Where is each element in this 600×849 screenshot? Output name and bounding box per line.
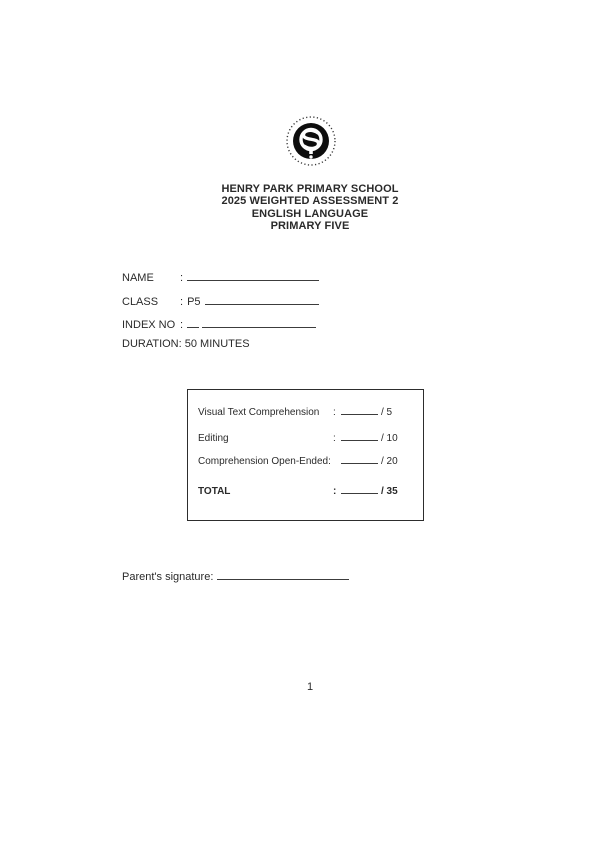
score-max: / 20 [381,456,398,467]
score-max: / 35 [381,486,398,497]
score-label: TOTAL [198,486,231,497]
score-blank-line [341,453,378,464]
score-row-total [198,483,398,498]
index-no-separator: : [180,319,184,331]
score-blank-line [341,430,378,441]
level-name: PRIMARY FIVE [270,219,350,232]
score-label: Editing [198,433,229,444]
score-max: / 10 [381,433,398,444]
school-name: HENRY PARK PRIMARY SCHOOL [221,183,399,195]
score-blank-line [341,404,378,415]
school-logo [285,114,337,170]
class-value: P5 [187,296,201,308]
name-separator: : [180,272,184,284]
marks-summary-box [187,389,424,521]
class-label: CLASS [122,296,159,308]
score-row-comprehension [198,453,398,468]
name-blank-line [187,270,319,281]
score-row-visual-text [198,404,392,419]
index-no-field-row [122,317,316,332]
score-row-editing [198,430,398,445]
exam-header [160,183,460,232]
class-blank-line [205,294,319,305]
class-separator: : [180,296,184,308]
assessment-title: 2025 WEIGHTED ASSESSMENT 2 [221,195,399,208]
score-separator: : [333,407,336,418]
index-no-blank-line [202,317,316,328]
duration-text: DURATION: 50 MINUTES [122,338,250,350]
score-label: Visual Text Comprehension [198,407,320,418]
school-crest-icon [285,114,337,170]
score-blank-line [341,483,378,494]
score-separator: : [333,486,337,497]
index-no-blank-short [187,317,199,328]
parent-signature-row [122,569,349,583]
score-label: Comprehension Open-Ended: [198,456,331,467]
name-label: NAME [122,272,154,284]
score-max: / 5 [381,407,393,418]
page-number: 1 [306,681,314,693]
name-field-row [122,270,319,285]
parent-signature-label: Parent's signature: [122,571,214,583]
score-separator: : [333,433,336,444]
duration-row [122,338,250,351]
index-no-label: INDEX NO [122,319,176,331]
subject-name: ENGLISH LANGUAGE [251,207,369,220]
parent-signature-blank-line [217,569,349,580]
class-field-row [122,294,319,309]
